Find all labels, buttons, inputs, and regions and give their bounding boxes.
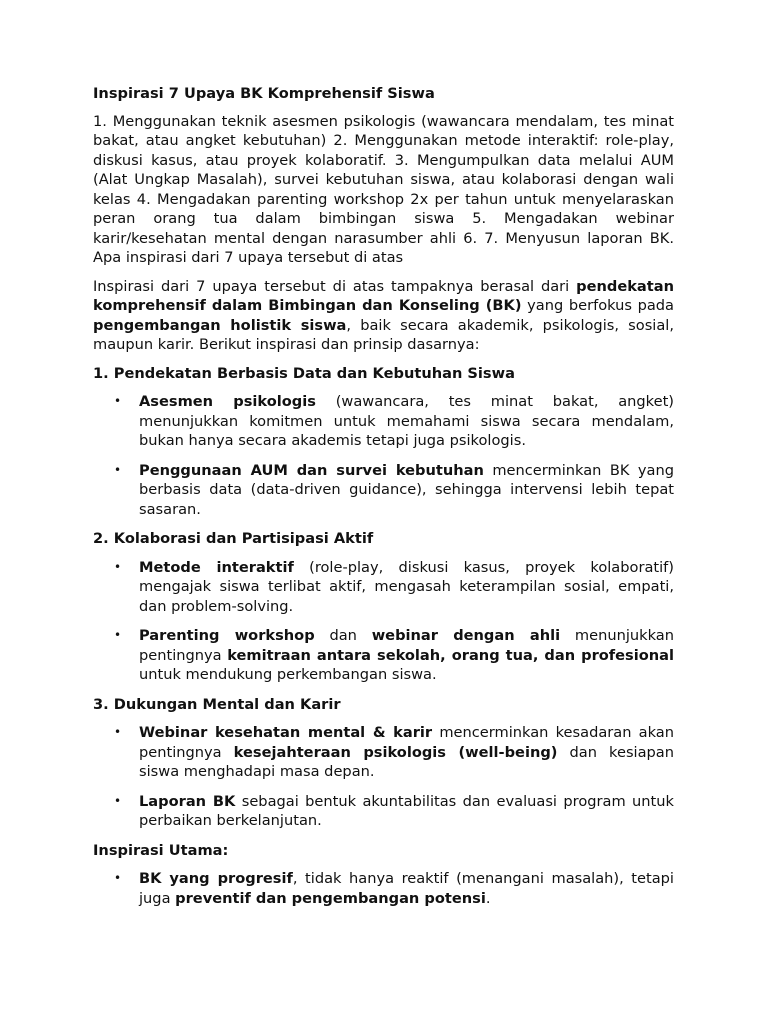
body-text: mencerminkan BK yang berbasis data (data-driven guidance), sehingga intervensi lebih tepat sasaran. [139, 461, 674, 518]
section-heading: 2. Kolaborasi dan Partisipasi Aktif [93, 530, 374, 547]
list-item [93, 392, 674, 451]
bullet-list [93, 558, 674, 685]
bold-text: Metode interaktif [139, 558, 294, 576]
list-item [93, 792, 674, 831]
body-text: sebagai bentuk akuntabilitas dan evaluasi program untuk perbaikan berkelanjutan. [139, 792, 674, 829]
body-text: dan kesiapan siswa menghadapi masa depan. [139, 743, 674, 780]
list-item [93, 723, 674, 782]
bold-text: kesejahteraan psikologis (well-being) [233, 743, 558, 761]
section-heading: Inspirasi Utama: [93, 841, 229, 859]
bold-text: webinar dengan ahli [371, 627, 561, 644]
list-item [93, 558, 674, 617]
intro-text: , baik secara akademik, psikologis, sosial, maupun karir. Berikut inspirasi dan prinsip dasarnya: [93, 316, 675, 353]
bullet-icon: • [114, 628, 122, 642]
bullet-icon: • [114, 559, 122, 574]
document-title: Inspirasi 7 Upaya BK Komprehensif Siswa [93, 85, 435, 102]
list-item [93, 626, 674, 685]
body-text: untuk mendukung perkembangan siswa. [139, 666, 437, 683]
bullet-list [93, 869, 674, 908]
bullet-icon: • [114, 394, 122, 408]
document-page [93, 84, 674, 918]
bold-text: preventif dan pengembangan potensi [175, 889, 486, 907]
section-heading: 3. Dukungan Mental dan Karir [93, 695, 341, 713]
bullet-icon: • [114, 725, 122, 739]
body-text: mencerminkan kesadaran akan pentingnya [139, 724, 674, 761]
bullet-icon: • [114, 793, 122, 808]
intro-text: Inspirasi dari 7 upaya tersebut di atas tampaknya berasal dari [93, 277, 577, 295]
list-item [93, 461, 674, 520]
intro-bold-text: pendekatan komprehensif dalam Bimbingan dan Konseling (BK) [93, 277, 674, 314]
question-paragraph: 1. Menggunakan teknik asesmen psikologis (wawancara mendalam, tes minat bakat, atau angket kebutuhan) 2. Menggunakan metode interaktif: role-play, diskusi kasus, atau proyek kolaboratif. 3. Mengumpulkan data melalui AUM (Alat Ungkap Masalah), survei kebutuhan siswa, atau kolaborasi dengan wali kelas 4. Mengadakan parenting workshop 2x per tahun untuk menyelaraskan peran orang tua dalam bimbingan siswa 5. Mengadakan webinar karir/kesehatan mental dengan narasumber ahli 6. 7. Menyusun laporan BK. Apa inspirasi dari 7 upaya tersebut di atas [93, 112, 674, 266]
body-text: , tidak hanya reaktif (menangani masalah), tetapi juga [139, 870, 674, 907]
body-text: (role-play, diskusi kasus, proyek kolaboratif) mengajak siswa terlibat aktif, mengasah keterampilan sosial, empati, dan problem-solving. [139, 558, 674, 615]
bullet-list [93, 392, 674, 519]
body-text: (wawancara, tes minat bakat, angket) menunjukkan komitmen untuk memahami siswa secara mendalam, bukan hanya secara akademis tetapi juga psikologis. [139, 393, 675, 449]
bullet-icon: • [114, 871, 122, 885]
bullet-icon: • [114, 462, 122, 477]
intro-bold-text: pengembangan holistik siswa [93, 316, 347, 334]
body-text: menunjukkan pentingnya [139, 627, 674, 664]
bold-text: Penggunaan AUM dan survei kebutuhan [139, 461, 484, 479]
bullet-list [93, 723, 674, 831]
bold-text: kemitraan antara sekolah, orang tua, dan profesional [227, 646, 674, 664]
list-item [93, 869, 674, 908]
bold-text: Webinar kesehatan mental & karir [139, 724, 433, 741]
bold-text: Asesmen psikologis [139, 393, 316, 410]
intro-text: yang berfokus pada [521, 297, 674, 314]
body-text: dan [314, 627, 372, 644]
body-text: . [485, 889, 491, 907]
section-heading: 1. Pendekatan Berbasis Data dan Kebutuhan Siswa [93, 364, 515, 382]
intro-paragraph [93, 277, 674, 355]
bold-text: Parenting workshop [139, 627, 315, 644]
bold-text: BK yang progresif [139, 870, 293, 887]
bold-text: Laporan BK [139, 792, 236, 810]
